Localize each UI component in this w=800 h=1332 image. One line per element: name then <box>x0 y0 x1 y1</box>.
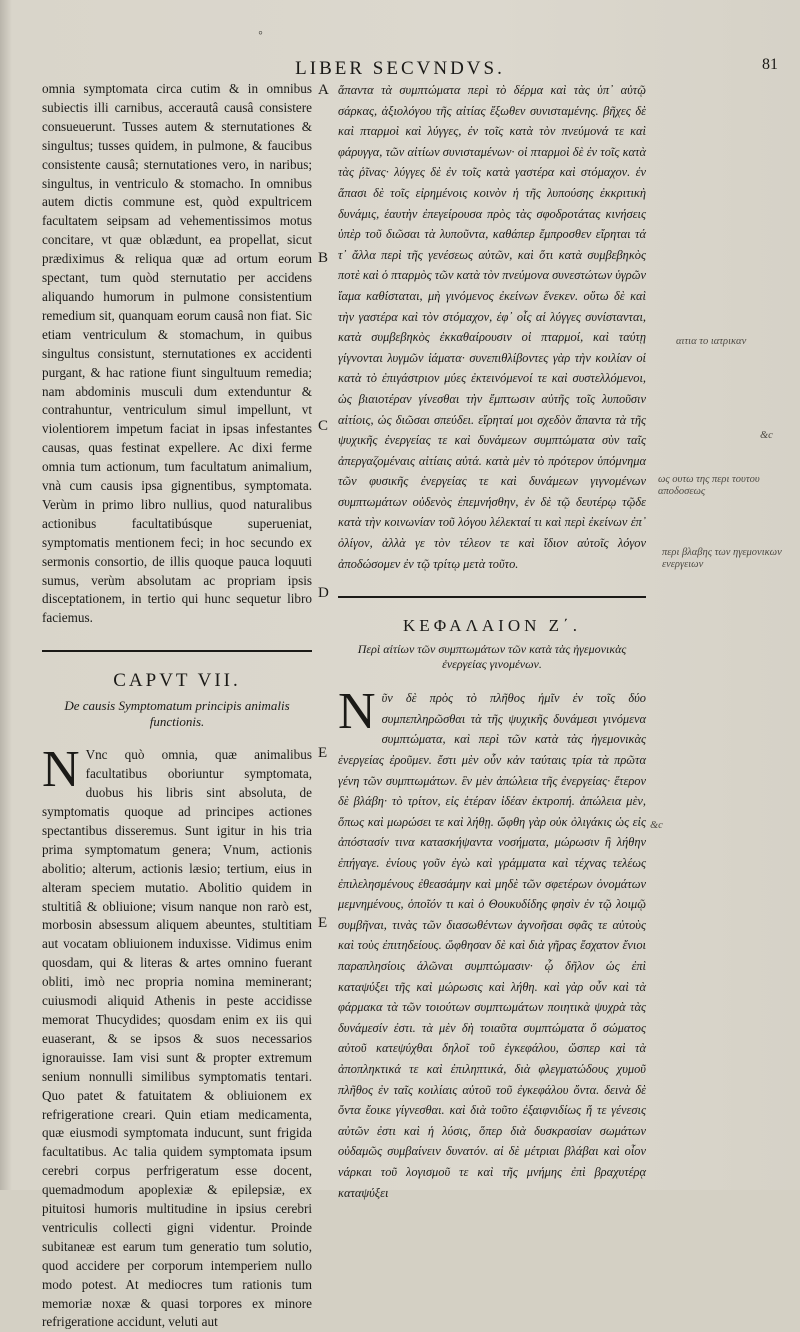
section-marker-d: D <box>318 585 329 601</box>
greek-dropcap: Ν <box>338 683 376 741</box>
greek-paragraph-1: ἅπαντα τὰ συμπτώματα περὶ τὸ δέρμα καὶ τὰς ὑπ᾽ αὐτῷ σάρκας, ἀξιολόγου τῆς αἰτίας ἔξωθεν συνισταμένης. βῆχες δὲ καὶ πταρμοὶ καὶ λύγγες, ἐν τοῖς κατὰ τὸν πνεύμονά τε καὶ φάρυγγα, τῶν αἰτίων συνισταμένων· οἱ πταρμοὶ δὲ ἐν τοῖς κατὰ τὰς ῥῖνας· λύγγες δὲ ἐν τοῖς κατὰ γαστέρα καὶ στόμαχον. ἐν ἅπασι δὲ τοῖς εἰρημένοις κοινὸν ἡ τῆς λυπούσης ἐκκριτικὴ δυνάμις, ἑαυτὴν ἐπεγείρουσα πρὸς τὰς σφοδροτάτας κινήσεις ὑπὲρ τοῦ διῶσαι τὰ λυποῦντα, καθάπερ ἔμπροσθεν εἴρηται τά τ᾽ ἄλλα περὶ τῆς γενέσεως αὐτῶν, καὶ ὅτι κατὰ συμβεβηκὸς ποτὲ καὶ ὁ πταρμὸς τῶν κατὰ τὸν πνεύμονα συνεστώτων ὑγρῶν ἴαμα καθίσταται, μὴ γινόμενος ἐκείνων ἕνεκεν. οὕτω δὲ καὶ τὴν γαστέρα καὶ τὸν στόμαχον, ἐφ᾽ οἷς αἱ λύγγες συνίστανται, κατὰ συμβεβηκὸς ἐκκαθαίρουσιν οἱ πταρμοί, καὶ ταύτῃ γίγνονται λυγμῶν ἰάματα· συνεπιθλίβοντες γὰρ τὴν κοιλίαν οἱ κατὰ τὸ ἐπιγάστριον μύες ἐκτεινόμενοί τε καὶ συστελλόμενοι, ὡς βιαιοτέραν γίνεσθαι τὴν ἔμπτωσιν αὐτῆς τοῖς λυποῦσιν αἰτίοις, ὡς διῶσαι σπεύδει. εἴρηταί μοι σχεδὸν ἅπαντα τὰ τῆς ψυχικῆς ἐνεργείας τε καὶ δυνάμεων συμπτώματα σὺν ταῖς ἀπεργαζομέναις αἰτίαις αὐτά. κατὰ μὲν τὸ πρότερον ὑπόμνημα τῶν φυσικῆς ἐνεργείας τε καὶ δυνάμεων γιγνομένων συμπτωμάτων οὐδενὸς ἐπεμνήσθην, ἐν δὲ τῷ δευτέρῳ τῷδε κατὰ τὴν κοινωνίαν τοῦ λόγου λέλεκταί τι καὶ περὶ ἐκείνων ἐπ᾽ ὀλίγον, ἀλλὰ γε τὸν τέλεον τε καὶ ἴδιον αὐτοῖς λόγον ἀποδώσομεν ἐν τῷ τρίτῳ μετὰ τοῦτο. <box>338 83 646 571</box>
latin-chapter-subtitle: De causis Symptomatum principis animalis functionis. <box>64 698 290 730</box>
margin-note-4: περι βλαβης των ηγεμονικων ενεργειων <box>662 547 782 570</box>
greek-column <box>338 80 646 1203</box>
greek-paragraph-2: ῦν δὲ πρὸς τὸ πλῆθος ἡμῖν ἐν τοῖς δύο συμπεπληρῶσθαι τὰ τῆς ψυχικῆς δυνάμεσι γινόμενα συμπτώματα, καὶ περὶ τῶν κατὰ τὰς ἡγεμονικὰς ἐνεργείας ἐροῦμεν. ἔστι μὲν οὖν κἀν ταύταις τρία τὰ πρῶτα γένη τῶν συμπτωμάτων. ἓν μὲν ἀπώλεια τῆς ἐνεργείας· ἕτερον δὲ βλάβη· τὸ τρίτον, εἰς ἑτέραν ἰδέαν ἐκτροπή. ἀπώλεια μὲν, ὅπως καὶ μωρώσει τε καὶ λήθῃ. ὤφθη γὰρ οὐκ ὀλιγάκις ὡς εἰς ἀπόστασίν τινα κατασκήψαντα νοσήματα, μώρωσιν ἢ λήθην ἐπήγαγε. ἐνίους γοῦν ἐγὼ καὶ γράμματα καὶ τέχνας τελέως ἐπιλελησμένους ἐθεασάμην καὶ μηδὲ τῶν σφετέρων ὀνομάτων μεμνημένους, ὁποῖόν τι καὶ ὁ Θουκυδίδης φησὶν ἐν τῷ λοιμῷ συμβῆναι, τινὰς τῶν διασωθέντων ἀγνοῆσαι σφᾶς τε αὐτοὺς καὶ τοὺς ἐπιτηδείους. ὤφθησαν δὲ καὶ διὰ γῆρας ἔσχατον ἔνιοι παραπλησίοις ἁλῶναι συμπτώμασιν· ᾧ δῆλον ὡς ἐπὶ καταψύξει τῆς καὶ μώρωσις καὶ λήθη. καὶ γὰρ οὖν καὶ τὰ φάρμακα τὰ τῶν τοιούτων συμπτωμάτων ποιητικὰ ψυχρὰ τὰς δυνάμεσίν ἐστι. τὰ μὲν δὴ τοιαῦτα συμπτώματα ὅ σώματος αὐτοῦ κατεψύχθαι δηλοῖ τοῦ ἐγκεφάλου, ὥσπερ καὶ τὰ ἀποπληκτικά τε καὶ ἐπιληπτικά, διὰ φλεγματώδους χυμοῦ πλῆθος ἐν ταῖς κοιλίαις αὐτοῦ τοῦ ἐγκεφάλου ὄντα. δεινὰ δὲ ὄντα ἔοικε γίγνεσθαι. καὶ διὰ τοῦτο ἐξαιφνιδίως ἥ τε γένεσις αὐτῶν ἐστι καὶ ἡ λύσις, ὅπερ διὰ δυσκρασίαν σωμάτων οὐδαμῶς συμβαίνειν δυνατόν. αἱ δὲ μέτριαι βλάβαι καὶ οἷον νάρκαι τοῦ λογισμοῦ τε καὶ τῆς μνήμης ἐπὶ βραχυτέρᾳ καταψύξει <box>338 691 646 1200</box>
margin-note-3: ως ουτω της περι τουτου αποδοσεως <box>658 474 760 497</box>
section-marker-e-2: E <box>318 915 328 931</box>
latin-chapter-title: CAPVT VII. <box>113 670 241 692</box>
greek-divider <box>338 596 646 598</box>
margin-note-1: αιτια το ιατρικαν <box>676 336 747 347</box>
latin-divider <box>42 650 312 652</box>
margin-note-5: &c <box>650 820 663 831</box>
latin-column <box>42 80 312 1332</box>
greek-chapter-subtitle: Περὶ αἰτίων τῶν συμπτωμάτων τῶν κατὰ τὰς ἡγεμονικὰς ἐνεργείας γινομένων. <box>357 642 627 672</box>
margin-note-2: &c <box>760 430 773 441</box>
section-marker-c: C <box>318 418 329 434</box>
running-head: LIBER SECVNDVS. <box>295 58 505 79</box>
greek-chapter-title: ΚΕΦΑΛΑΙΟΝ Ζ΄. <box>403 616 581 636</box>
section-marker-b: B <box>318 250 329 266</box>
page-number: 81 <box>762 56 778 73</box>
section-marker-e: E <box>318 745 328 761</box>
section-marker-a: A <box>318 82 329 98</box>
latin-dropcap: N <box>42 741 80 799</box>
latin-paragraph-2: Vnc quò omnia, quæ animalibus facultatibus oboriuntur symptomata, duobus his libris sint absoluta, de symptomatis quoque ad principes actiones spectantibus disseremus. Sunt igitur in his tria prima symptomatum genera; Vnum, actionis abolitio; alterum, actionis læsio; tertium, eius in alteram speciem mutatio. Abolitio quidem in stultitiâ & obliuione; visum nanque non rarò est, morbosin absessum aliquem abeuntes, stultitiam aut vocatam obliuionem induxisse. Vidimus enim quosdam, qui & literas & artes omnino fuerant obliti, imò nec propria nomina meminerant; cuiusmodi aliquid Athenis in peste accidisse memorat Thucydides; quosdam enim ex iis qui euaserant, & se ipsos & suos necessarios ignorauisse. Iam visi sunt & propter extremum senium nonnulli similibus symptomatis tentari. Quo patet & fatuitatem & obliuionem ex refrigeratione creari. Quin etiam medicamenta, quæ eiusmodi symptomata inducunt, sunt frigida facultatibus. Ac talia quidem symptomata ipsum cerebri corpus perfrigeratum esse docent, quemadmodum apoplexiæ & epilepsiæ, ex pituitosi humoris multitudine in ipsius cerebri ventriculis collecti gigni videntur. Proinde subitaneæ est earum tum generatio tum solutio, quod accidere per corporum intemperiem nullo modo potest. At mediocres tum rationis tum memoriæ noxæ & quasi torpores ex minore refrigeratione accidunt, veluti aut <box>42 747 312 1330</box>
ornament-mark: ◦ <box>258 26 263 41</box>
latin-paragraph-1: omnia symptomata circa cutim & in omnibus subiectis illi carnibus, accerautâ causâ consistere consueuerunt. Tusses autem & sternutationes & singultus; tusses quidem, in pulmone, & faucibus consistente causâ; sternutationes vero, in naribus; singultus, in ventriculo & stomacho. In omnibus autem dictis commune est, quòd expultricem facultatem seipsam ad vehementissimos motus concitare, vt quæ oblædunt, ea propellat, sicut prædiximus & reliqua quæ ad ortum eorum spectant, tum quòd sternutatio per accidens aliquando humorum in pulmone consistentium remedium sit, quanquam eorum causâ non fiat. Sic etiam ventriculum & stomachum, in quibus singultus consistunt, sternutationes ex accidenti purgant, & hac ratione fiunt singultuum remedia; nam abdominis musculi dum extenduntur & contrahuntur, ventriculum simul impellunt, vt violentiorem impetum faciat in ipsas infestantes causas, quas festinat expellere. Ac dixi ferme omnia tum actionum, tum facultatum animalium, vnà cum causis ipsa gignentibus, symptomata. Verùm in primo libro nullius, quod naturalibus actionibus facultatibúsque superueniat, symptomatis mentionem feci; in hoc secundo ex sermonis consortio, de illis quoque pauca loquuti sumus, verùm absolutam ac propriam ipsis disceptationem, in tertio qui hunc sequetur libro faciemus. <box>42 81 312 626</box>
